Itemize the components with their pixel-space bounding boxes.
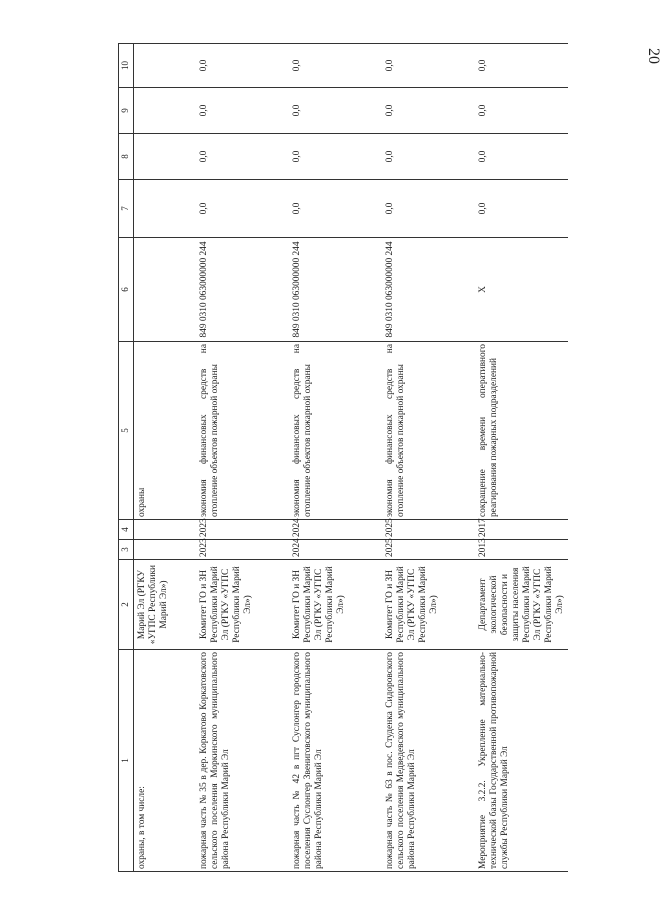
cell-name: пожарная часть № 42 в пгт Суслонгер городского поселения Суслонгер Звениговского муниципального района Республики Марий Эл	[289, 650, 382, 872]
cell-value-8	[134, 134, 197, 180]
cell-executor: Комитет ГО и ЗН Республики Марий Эл (РГКУ «УГПС Республики Марий Эл»)	[196, 560, 289, 650]
cell-result: сокращение времени оперативного реагирования пожарных подразделений	[475, 342, 568, 520]
cell-value-7: 0,0	[475, 180, 568, 238]
col-header-5: 5	[119, 342, 134, 520]
cell-end-year: 2024	[289, 520, 382, 540]
cell-value-9: 0,0	[289, 88, 382, 134]
cell-start-year: 2025	[382, 540, 475, 560]
cell-result: экономия финансовых средств на отопление объектов пожарной охраны	[196, 342, 289, 520]
cell-value-8: 0,0	[289, 134, 382, 180]
cell-value-7: 0,0	[382, 180, 475, 238]
header-row	[119, 44, 134, 872]
cell-end-year	[134, 520, 197, 540]
cell-name: охраны, в том числе:	[134, 650, 197, 872]
cell-start-year	[134, 540, 197, 560]
cell-value-8: 0,0	[196, 134, 289, 180]
col-header-7: 7	[119, 180, 134, 238]
cell-value-10: 0,0	[475, 44, 568, 88]
program-table	[118, 43, 568, 872]
col-header-10: 10	[119, 44, 134, 88]
cell-name: пожарная часть № 35 в дер. Коркатово Коркатовского сельского поселения Моркинского муниципального района Республики Марий Эл	[196, 650, 289, 872]
col-header-6: 6	[119, 238, 134, 342]
table-row	[475, 44, 568, 872]
cell-value-9	[134, 88, 197, 134]
cell-value-7: 0,0	[289, 180, 382, 238]
table-row	[382, 44, 475, 872]
cell-name: Мероприятие 3.2.2. Укрепление материально-технической базы Государственной противопожарной службы Республики Марий Эл	[475, 650, 568, 872]
cell-end-year: 2025	[382, 520, 475, 540]
cell-value-8: 0,0	[475, 134, 568, 180]
cell-value-10	[134, 44, 197, 88]
col-header-2: 2	[119, 560, 134, 650]
cell-start-year: 2013	[475, 540, 568, 560]
cell-executor: Комитет ГО и ЗН Республики Марий Эл (РГКУ «УГПС Республики Марий Эл»)	[382, 560, 475, 650]
cell-value-7	[134, 180, 197, 238]
cell-value-9: 0,0	[475, 88, 568, 134]
cell-executor: Марий Эл (РГКУ «УГПС Республики Марий Эл»)	[134, 560, 197, 650]
cell-value-10: 0,0	[382, 44, 475, 88]
cell-budget-code: Х	[475, 238, 568, 342]
rotated-table-wrapper	[118, 44, 565, 872]
cell-start-year: 2023	[196, 540, 289, 560]
col-header-1: 1	[119, 650, 134, 872]
table-row	[134, 44, 197, 872]
table-row	[289, 44, 382, 872]
cell-budget-code	[134, 238, 197, 342]
cell-budget-code: 849 0310 063000000 244	[196, 238, 289, 342]
cell-name: пожарная часть № 63 в пос. Студенка Сидоровского сельского поселения Медведевского муниципального района Республики Марий Эл	[382, 650, 475, 872]
cell-budget-code: 849 0310 063000000 244	[289, 238, 382, 342]
col-header-9: 9	[119, 88, 134, 134]
cell-value-9: 0,0	[196, 88, 289, 134]
cell-budget-code: 849 0310 063000000 244	[382, 238, 475, 342]
cell-end-year: 2017	[475, 520, 568, 540]
col-header-8: 8	[119, 134, 134, 180]
cell-value-10: 0,0	[289, 44, 382, 88]
col-header-4: 4	[119, 520, 134, 540]
table-row	[196, 44, 289, 872]
cell-start-year: 2024	[289, 540, 382, 560]
cell-value-10: 0,0	[196, 44, 289, 88]
cell-result: охраны	[134, 342, 197, 520]
cell-value-8: 0,0	[382, 134, 475, 180]
cell-value-9: 0,0	[382, 88, 475, 134]
cell-result: экономия финансовых средств на отопление объектов пожарной охраны	[382, 342, 475, 520]
col-header-3: 3	[119, 540, 134, 560]
cell-end-year: 2023	[196, 520, 289, 540]
cell-value-7: 0,0	[196, 180, 289, 238]
page-number: 20	[645, 48, 662, 64]
cell-result: экономия финансовых средств на отопление объектов пожарной охраны	[289, 342, 382, 520]
cell-executor: Департамент экологической безопасности и защиты населения Республики Марий Эл (РГКУ «УГПС Республики Марий Эл»)	[475, 560, 568, 650]
cell-executor: Комитет ГО и ЗН Республики Марий Эл (РГКУ «УГПС Республики Марий Эл»)	[289, 560, 382, 650]
